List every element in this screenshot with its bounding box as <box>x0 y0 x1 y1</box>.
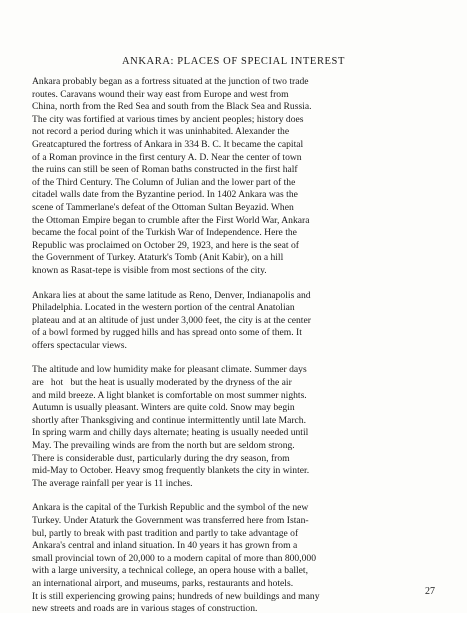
page-number: 27 <box>425 586 435 597</box>
text-line: the Government of Turkey. Ataturk's Tomb (Anit Kabir), on a hill <box>32 252 284 264</box>
paragraph-history <box>32 76 442 278</box>
text-line: of a bowl formed by rugged hills and has spread onto some of them. It <box>32 327 302 339</box>
text-line: Philadelphia. Located in the western portion of the central Anatolian <box>32 302 295 314</box>
text-line: the Ottoman Empire began to crumble after the First World War, Ankara <box>32 214 310 226</box>
paragraph-climate <box>32 364 442 490</box>
text-line: of a Roman province in the first century A. D. Near the center of town <box>32 151 302 163</box>
text-line: citadel walls date from the Byzantine period. In 1402 Ankara was the <box>32 189 298 201</box>
text-line: not record a period during which it was uninhabited. Alexander the <box>32 126 290 138</box>
text-line: Ankara lies at about the same latitude as Reno, Denver, Indianapolis and <box>32 289 311 301</box>
text-line: The altitude and low humidity make for pleasant climate. Summer days <box>32 364 307 376</box>
document-body <box>32 76 442 628</box>
text-line: mid-May to October. Heavy smog frequently blankets the city in winter. <box>32 465 310 477</box>
text-line: an international airport, and museums, parks, restaurants and hotels. <box>32 577 294 589</box>
text-line: Greatcaptured the fortress of Ankara in 334 B. C. It became the capital <box>32 138 304 150</box>
text-line: Autumn is usually pleasant. Winters are quite cold. Snow may begin <box>32 402 295 414</box>
text-line: are hot but the heat is usually moderated by the dryness of the air <box>32 377 292 389</box>
text-line: known as Rasat-tepe is visible from most sections of the city. <box>32 264 267 276</box>
text-line: scene of Tammerlane's defeat of the Ottoman Sultan Beyazid. When <box>32 201 294 213</box>
text-line: Turkey. Under Ataturk the Government was transferred here from Istan- <box>32 515 309 526</box>
text-line: routes. Caravans wound their way east from Europe and west from <box>32 88 289 100</box>
text-line: small provincial town of 20,000 to a modern capital of more than 800,000 <box>32 552 317 564</box>
text-line: offers spectacular views. <box>32 339 127 351</box>
text-line: bul, partly to break with past tradition and partly to take advantage of <box>32 527 299 539</box>
text-line: In spring warm and chilly days alternate; heating is usually needed until <box>32 427 309 439</box>
text-line: Ankara's central and inland situation. In 40 years it has grown from a <box>32 540 298 552</box>
text-line: Ankara is the capital of the Turkish Republic and the symbol of the new <box>32 502 309 514</box>
text-line: the ruins can still be seen of Roman baths constructed in the first half <box>32 164 298 176</box>
text-line: plateau and at an altitude of just under 3,000 feet, the city is at the center <box>32 314 311 326</box>
text-line: and mild breeze. A light blanket is comfortable on most summer nights. <box>32 389 307 401</box>
text-line: It is still experiencing growing pains; hundreds of new buildings and many <box>32 590 320 602</box>
text-line: The average rainfall per year is 11 inches. <box>32 477 193 489</box>
text-line: shortly after Thanksgiving and continue intermittently until late March. <box>32 414 306 426</box>
page-title: ANKARA: PLACES OF SPECIAL INTEREST <box>121 56 346 67</box>
text-line: China, north from the Red Sea and south from the Black Sea and Russia. <box>32 101 312 113</box>
text-line: May. The prevailing winds are from the north but are seldom strong. <box>32 440 295 452</box>
paragraph-capital <box>32 502 442 615</box>
text-line: Republic was proclaimed on October 29, 1923, and here is the seat of <box>32 239 299 251</box>
text-line: with a large university, a technical college, an opera house with a ballet, <box>32 565 308 577</box>
paragraph-geography <box>32 290 442 353</box>
text-line: There is considerable dust, particularly during the dry season, from <box>32 452 290 464</box>
text-line: became the focal point of the Turkish War of Independence. Here the <box>32 227 297 239</box>
text-line: The city was fortified at various times by ancient peoples; history does <box>32 113 304 125</box>
text-line: of the Third Century. The Column of Julian and the lower part of the <box>32 176 296 188</box>
text-line: Ankara probably began as a fortress situated at the junction of two trade <box>32 76 309 87</box>
text-line: new streets and roads are in various stages of construction. <box>32 603 258 615</box>
